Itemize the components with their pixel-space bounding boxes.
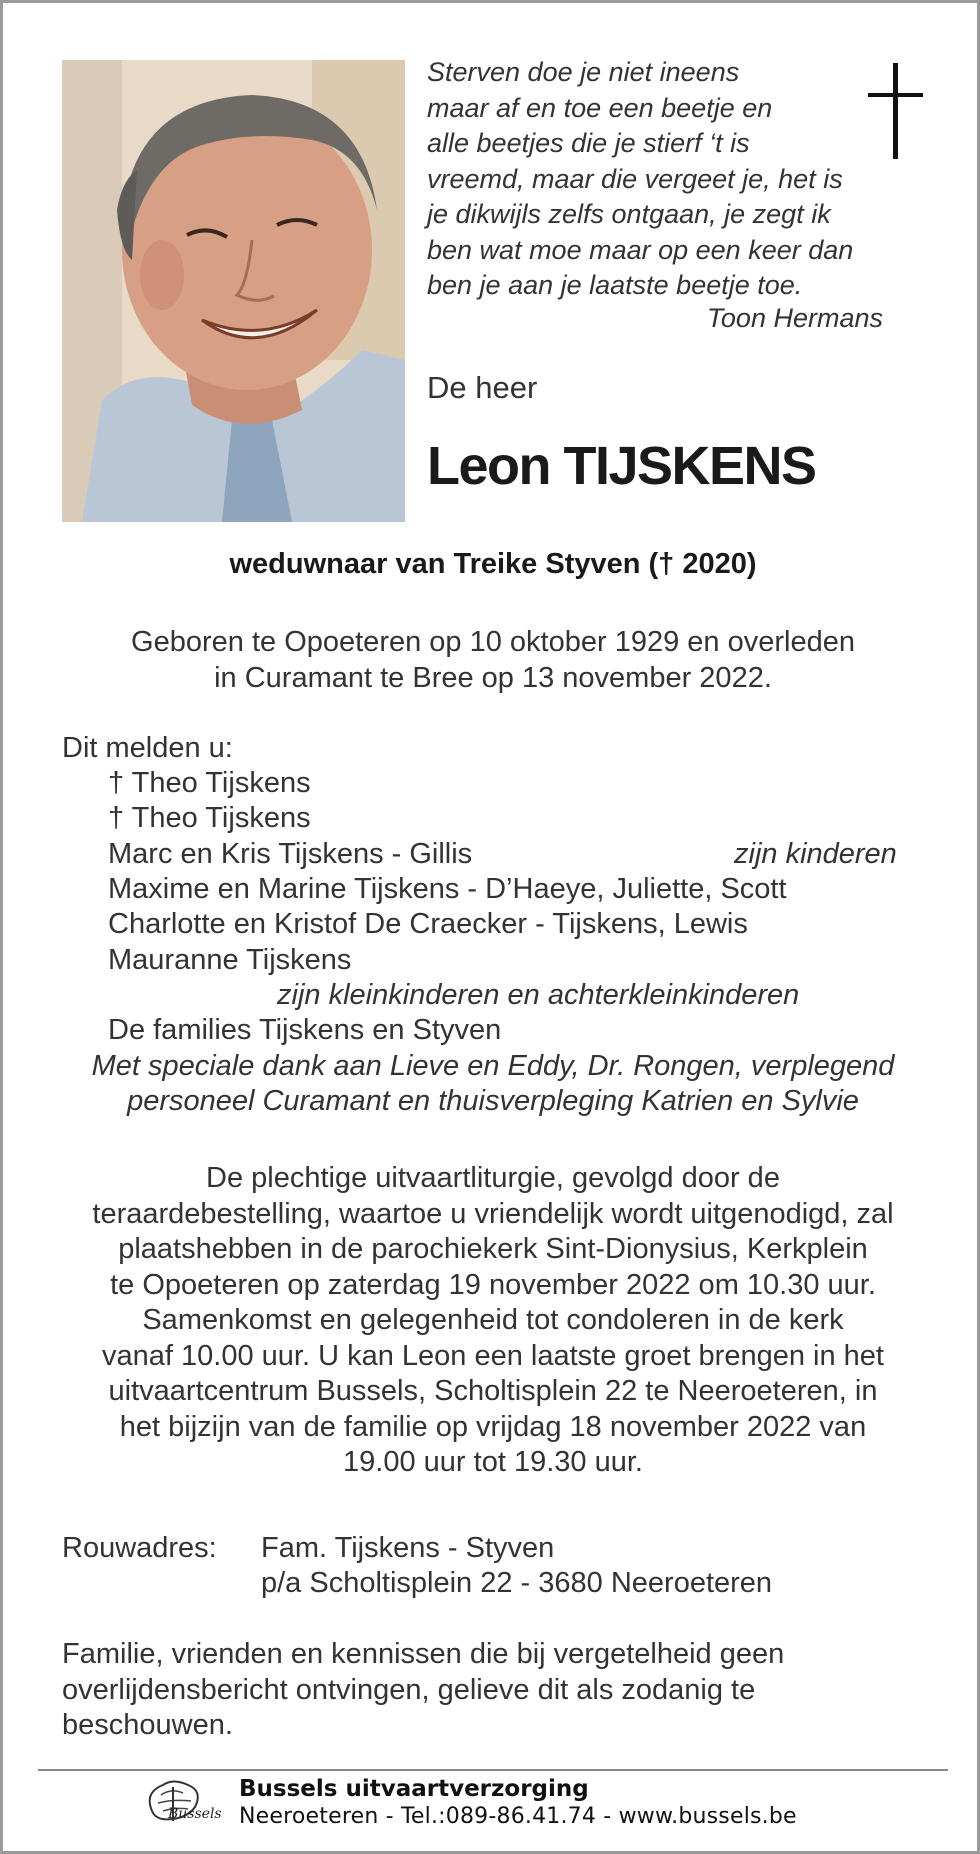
address-line: Fam. Tijskens - Styven (261, 1532, 555, 1564)
families-line: De families Tijskens en Styven (108, 1014, 502, 1046)
cross-icon-bar (868, 93, 923, 97)
address-label: Rouwadres: (62, 1532, 217, 1564)
funeral-line: Samenkomst en gelegenheid tot condoleren in de kerk (142, 1304, 844, 1336)
address-line: p/a Scholtisplein 22 - 3680 Neeroeteren (261, 1567, 773, 1599)
grandchildren-names: Mauranne Tijskens (108, 944, 352, 976)
children-label: zijn kinderen (734, 838, 897, 870)
thanks-line: Met speciale dank aan Lieve en Eddy, Dr. Rongen, verplegend (91, 1050, 895, 1082)
deceased-child: † Theo Tijskens (108, 802, 311, 834)
funeral-line: De plechtige uitvaartliturgie, gevolgd door de (206, 1162, 780, 1194)
funeral-line: het bijzijn van de familie op vrijdag 18 november 2022 van (119, 1410, 867, 1443)
funeral-line: te Opoeteren op zaterdag 19 november 2022 om 10.30 uur. (110, 1268, 876, 1301)
grandchildren-names: Maxime en Marine Tijskens - D’Haeye, Juliette, Scott (108, 873, 787, 905)
bussels-logo (133, 1773, 223, 1833)
svg-text:Bussels: Bussels (168, 1806, 222, 1822)
death-notice-card (3, 3, 977, 1851)
funeral-line: 19.00 uur tot 19.30 uur. (343, 1446, 643, 1478)
poem-line: ben wat moe maar op een keer dan (427, 234, 854, 265)
deceased-child: † Theo Tijskens (108, 767, 311, 799)
notice-text (62, 1637, 784, 1744)
poem-line: vreemd, maar die vergeet je, het is (427, 163, 843, 194)
poem-line: Sterven doe je niet ineens (427, 57, 740, 87)
poem-line: alle beetjes die je stierf ‘t is (427, 128, 750, 158)
portrait-photo (62, 60, 405, 522)
portrait-illustration (62, 60, 405, 522)
death-line: in Curamant te Bree op 13 november 2022. (214, 661, 772, 694)
funeral-line: plaatshebben in de parochiekerk Sint-Dionysius, Kerkplein (118, 1233, 868, 1265)
notice-line: Familie, vrienden en kennissen die bij vergetelheid geen (62, 1638, 785, 1670)
footer-divider (38, 1769, 948, 1771)
funeral-info (43, 1161, 943, 1481)
grandchildren-names: Charlotte en Kristof De Craecker - Tijskens, Lewis (108, 908, 748, 940)
poem-author: Toon Hermans (706, 303, 883, 333)
deceased-name: Leon TIJSKENS (427, 436, 816, 496)
poem (427, 55, 853, 304)
announce-intro: Dit melden u: (62, 732, 233, 764)
grandchildren-label: zijn kleinkinderen en achterkleinkinderen (277, 979, 800, 1011)
poem-line: ben je aan je laatste beetje toe. (427, 270, 803, 300)
company-name: Bussels uitvaartverzorging (239, 1776, 589, 1802)
funeral-line: vanaf 10.00 uur. U kan Leon een laatste groet brengen in het (102, 1339, 884, 1372)
poem-line: je dikwijls zelfs ontgaan, je zegt ik (427, 199, 831, 229)
salutation: De heer (427, 370, 538, 405)
funeral-line: uitvaartcentrum Bussels, Scholtisplein 22 te Neeroeteren, in (108, 1375, 878, 1407)
cross-icon (893, 63, 898, 159)
birth-line: Geboren te Opoeteren op 10 oktober 1929 en overleden (131, 626, 855, 658)
funeral-line: teraardebestelling, waartoe u vriendelijk wordt uitgenodigd, zal (92, 1197, 894, 1230)
notice-line: overlijdensbericht ontvingen, gelieve dit als zodanig te (62, 1673, 756, 1706)
thanks-line: personeel Curamant en thuisverpleging Katrien en Sylvie (127, 1085, 859, 1117)
notice-line: beschouwen. (62, 1709, 233, 1741)
birth-death-info (43, 625, 943, 696)
children-names: Marc en Kris Tijskens - Gillis (108, 838, 473, 870)
widower-line: weduwnaar van Treike Styven († 2020) (229, 548, 757, 580)
company-contact: Neeroeteren - Tel.:089-86.41.74 - www.bussels.be (239, 1804, 797, 1829)
poem-line: maar af en toe een beetje en (427, 92, 773, 123)
